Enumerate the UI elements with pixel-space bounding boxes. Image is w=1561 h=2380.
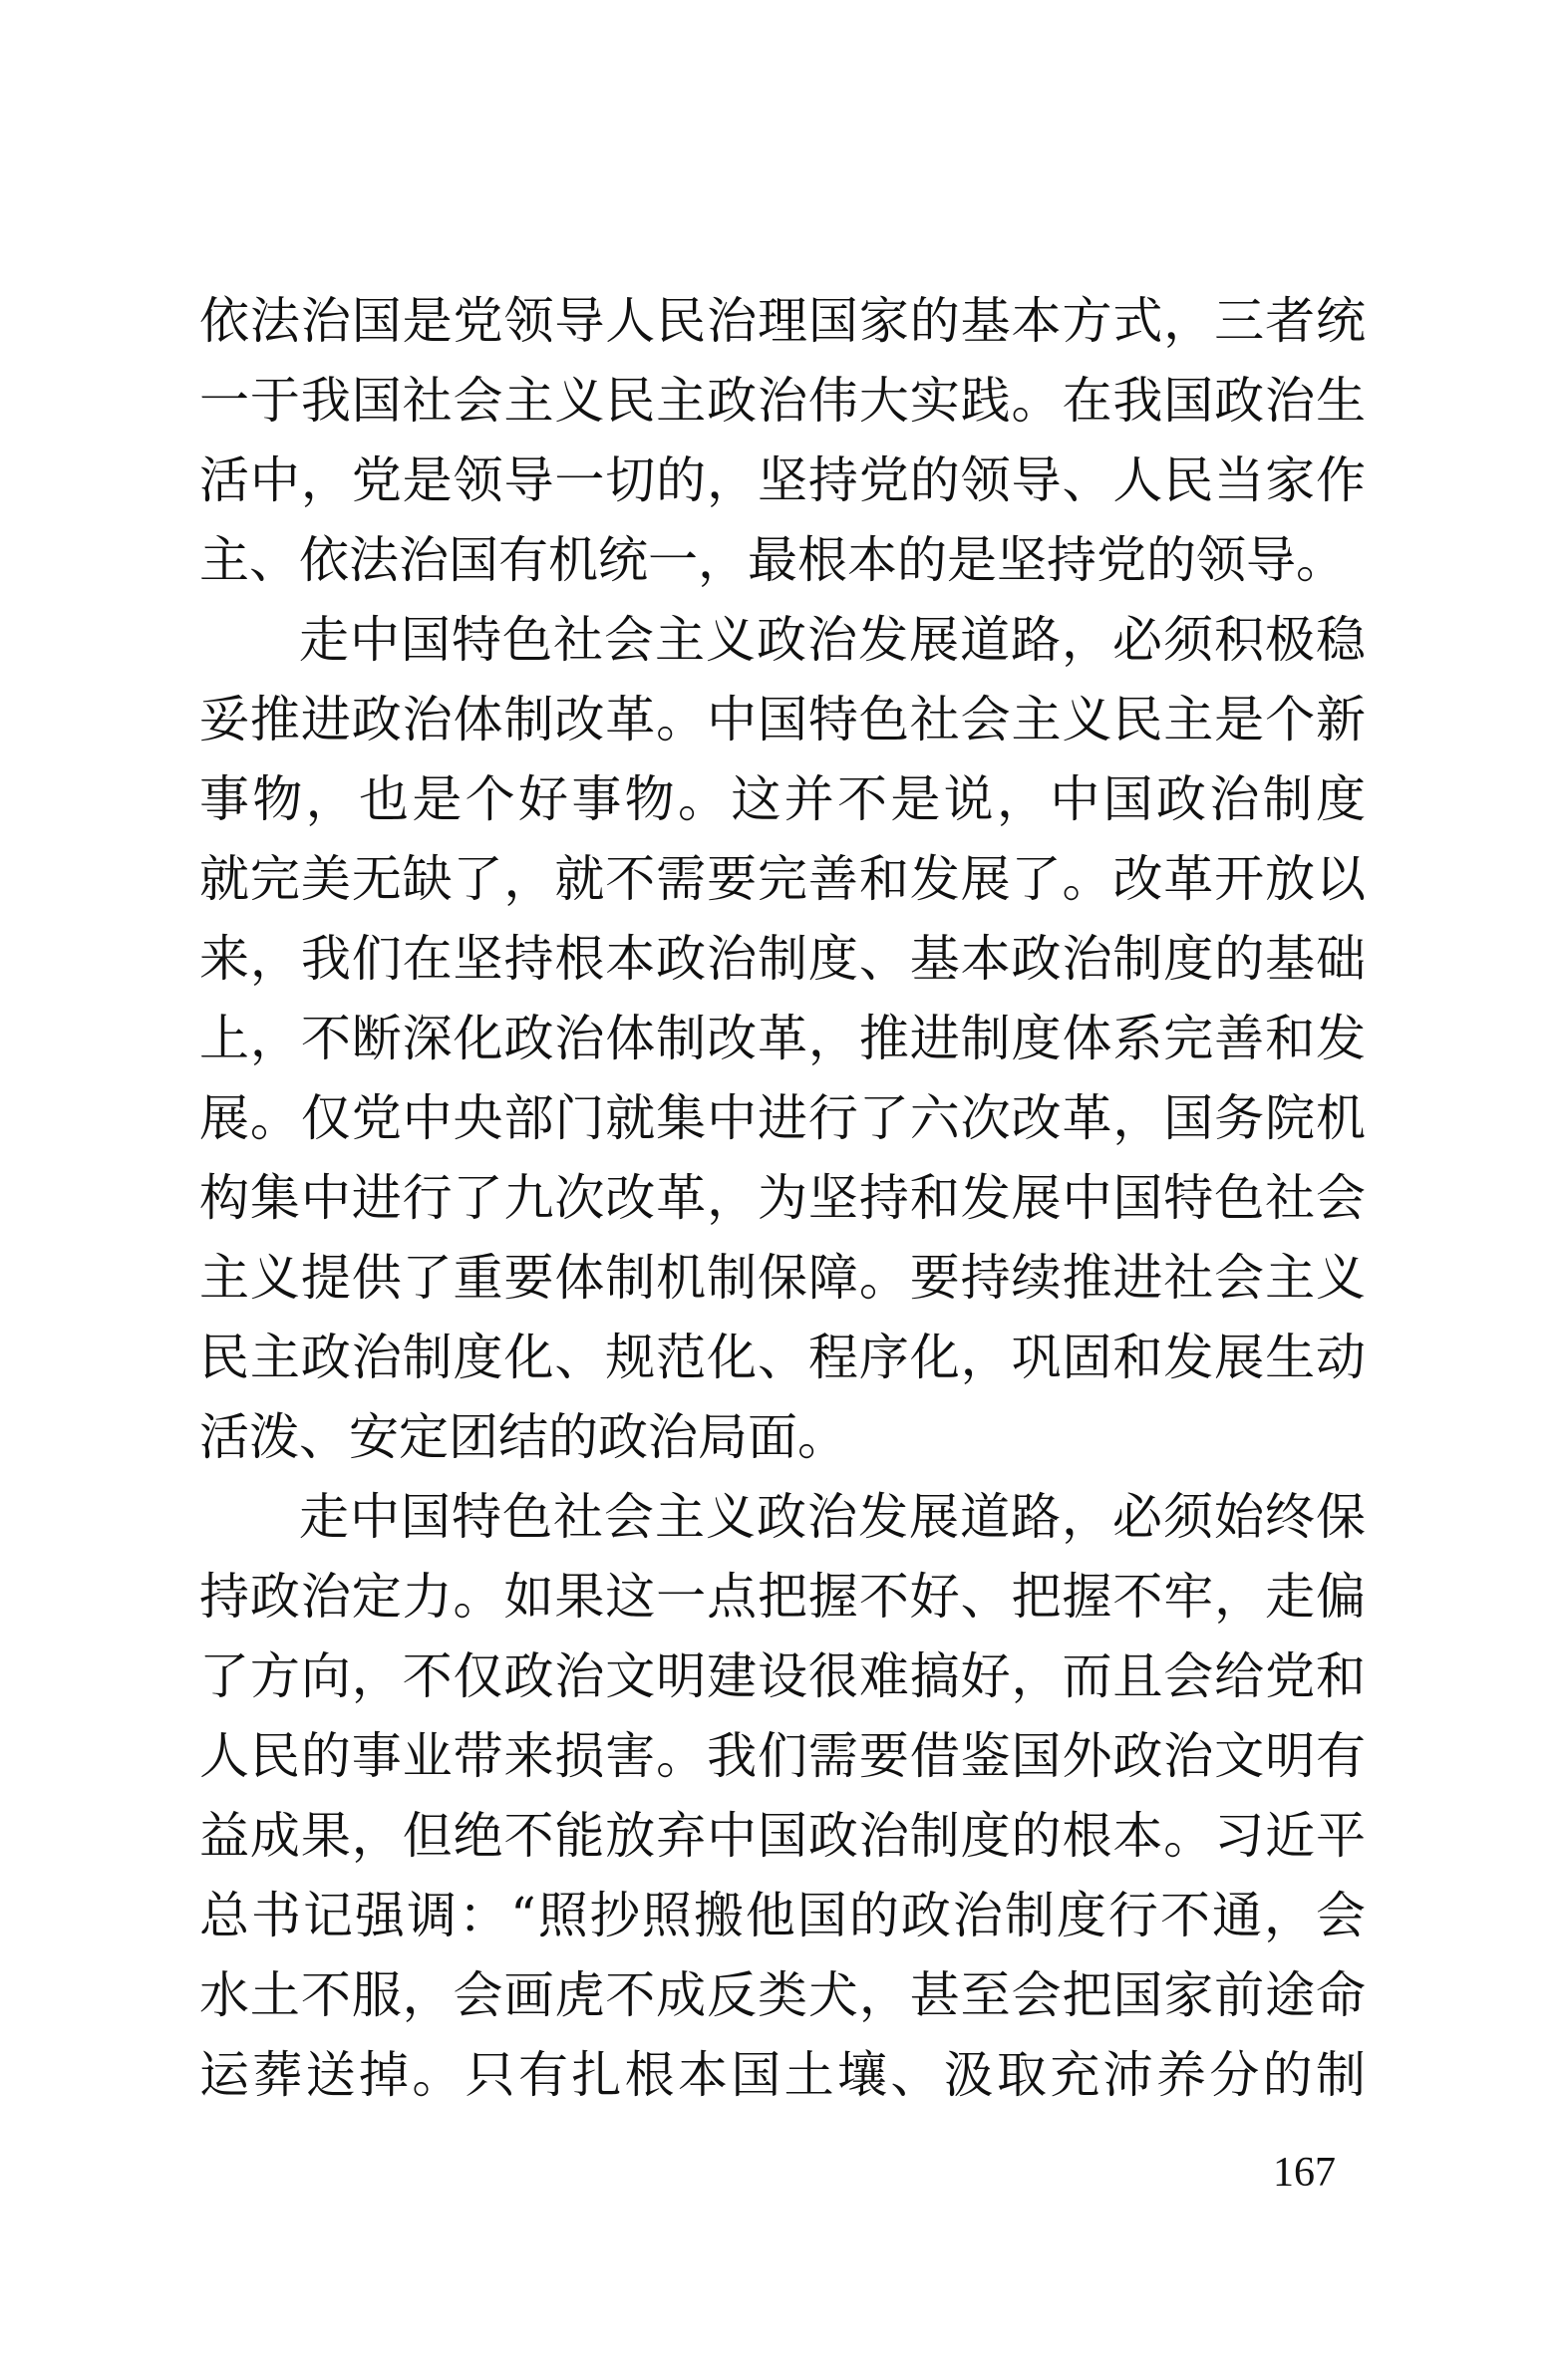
- text-line: 就完美无缺了，就不需要完善和发展了。改革开放以: [199, 850, 1366, 908]
- text-line: 益成果，但绝不能放弃中国政治制度的根本。习近平: [199, 1807, 1366, 1865]
- text-line: 走中国特色社会主义政治发展道路，必须始终保: [299, 1488, 1366, 1546]
- text-line: 妥推进政治体制改革。中国特色社会主义民主是个新: [199, 691, 1366, 748]
- text-line: 活泼、安定团结的政治局面。: [199, 1408, 847, 1466]
- page-number: 167: [1273, 2150, 1336, 2196]
- text-line: 水土不服，会画虎不成反类犬，甚至会把国家前途命: [199, 1966, 1366, 2024]
- body-text: [199, 281, 1366, 2115]
- text-line: 依法治国是党领导人民治理国家的基本方式，三者统: [199, 292, 1366, 350]
- text-line: 总书记强调：“照抄照搬他国的政治制度行不通，会: [199, 1887, 1366, 1944]
- text-line: 一于我国社会主义民主政治伟大实践。在我国政治生: [199, 372, 1366, 430]
- text-line: 构集中进行了九次改革，为坚持和发展中国特色社会: [199, 1169, 1366, 1227]
- text-line: 持政治定力。如果这一点把握不好、把握不牢，走偏: [199, 1568, 1366, 1626]
- text-line: 上，不断深化政治体制改革，推进制度体系完善和发: [199, 1010, 1366, 1067]
- text-line: 人民的事业带来损害。我们需要借鉴国外政治文明有: [199, 1727, 1366, 1785]
- text-line: 展。仅党中央部门就集中进行了六次改革，国务院机: [199, 1089, 1366, 1147]
- text-line: 了方向，不仅政治文明建设很难搞好，而且会给党和: [199, 1647, 1366, 1705]
- text-line: 主、依法治国有机统一，最根本的是坚持党的领导。: [199, 531, 1346, 589]
- text-line: 事物，也是个好事物。这并不是说，中国政治制度: [199, 770, 1366, 828]
- text-line: 活中，党是领导一切的，坚持党的领导、人民当家作: [199, 451, 1366, 509]
- text-line: 民主政治制度化、规范化、程序化，巩固和发展生动: [199, 1329, 1366, 1386]
- text-line: 来，我们在坚持根本政治制度、基本政治制度的基础: [199, 930, 1366, 988]
- text-line: 主义提供了重要体制机制保障。要持续推进社会主义: [199, 1249, 1366, 1307]
- text-line: 走中国特色社会主义政治发展道路，必须积极稳: [299, 611, 1366, 669]
- text-line: 运葬送掉。只有扎根本国土壤、汲取充沛养分的制: [199, 2046, 1366, 2104]
